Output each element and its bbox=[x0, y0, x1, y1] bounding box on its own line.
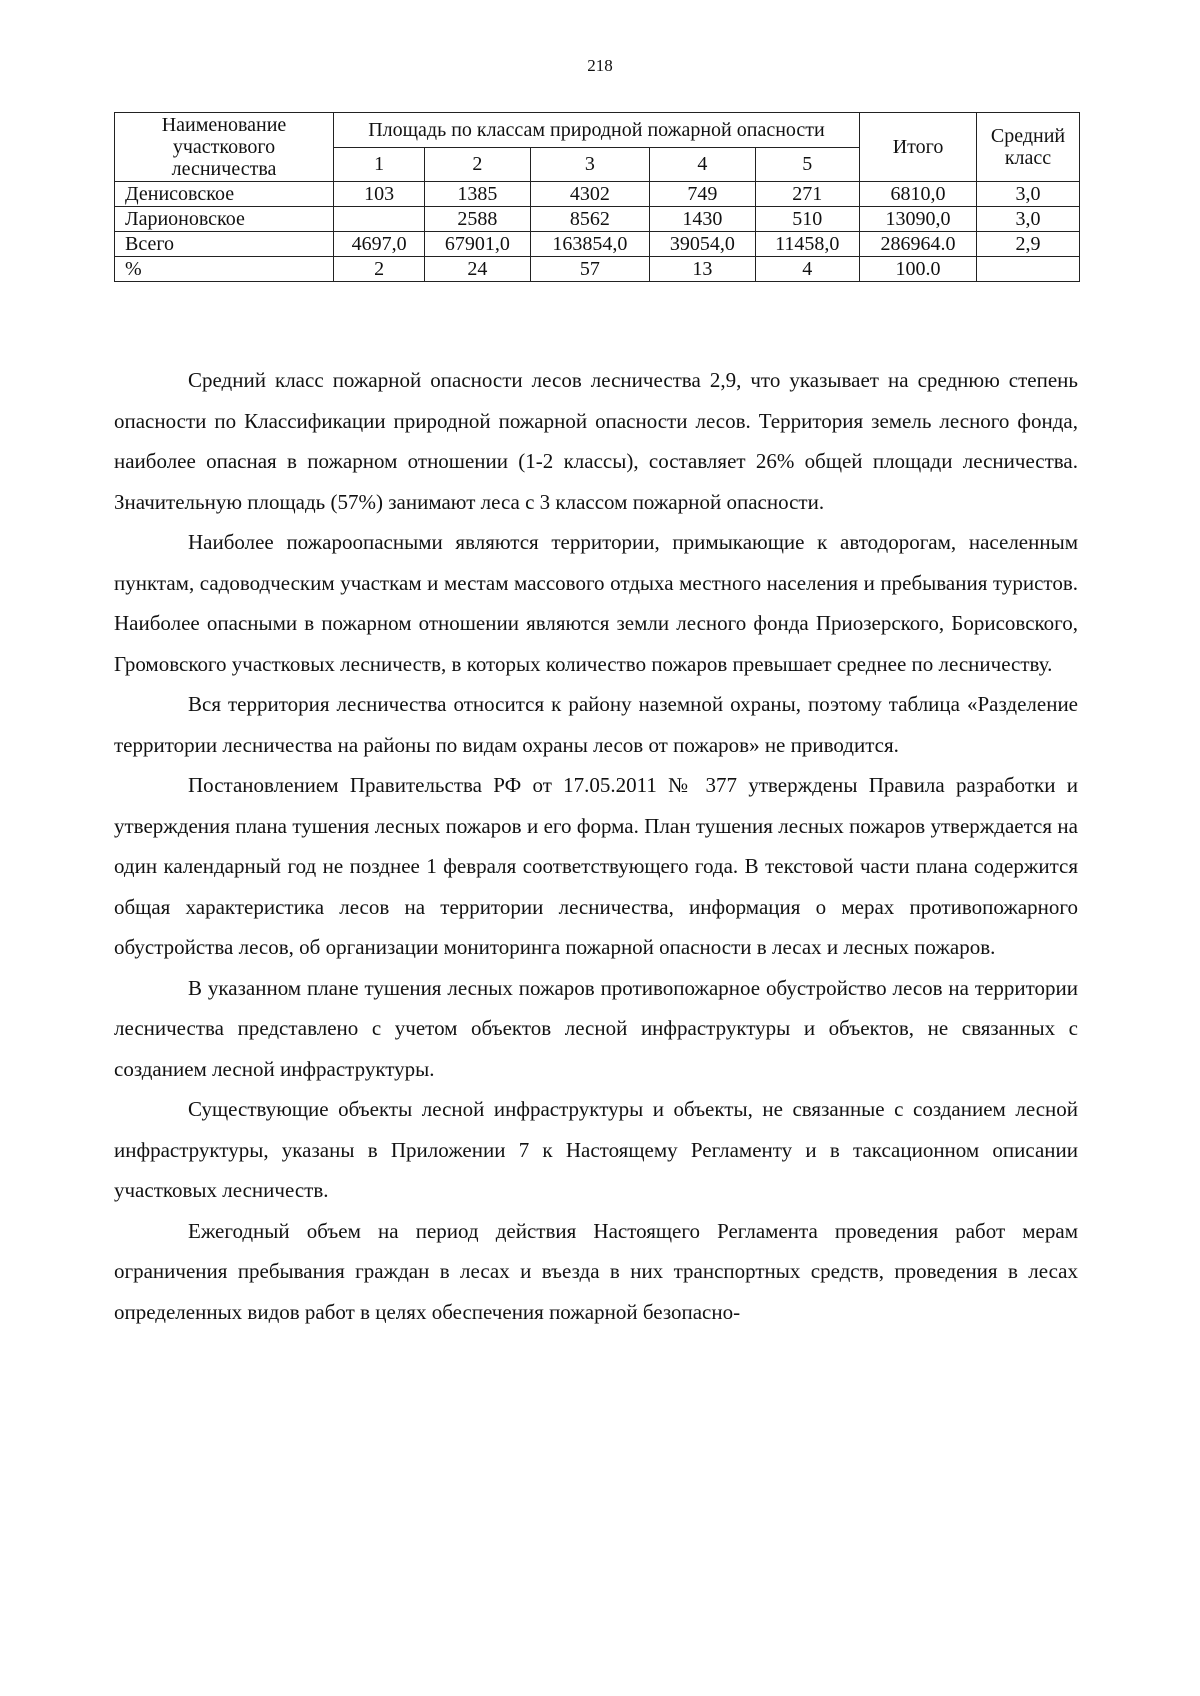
cell-class-5: 510 bbox=[755, 207, 859, 232]
cell-class-4: 13 bbox=[650, 257, 755, 282]
header-area-group: Площадь по классам природной пожарной опасности bbox=[334, 113, 860, 148]
paragraph: Ежегодный объем на период действия Настоящего Регламента проведения работ мерам ограничения пребывания граждан в лесах и въезда в них транспортных средств, проведения в лесах определенных видов работ в целях обеспечения пожарной безопасно- bbox=[114, 1218, 1078, 1324]
cell-class-3: 163854,0 bbox=[530, 232, 650, 257]
header-total: Итого bbox=[860, 113, 977, 182]
cell-avg: 2,9 bbox=[977, 232, 1080, 257]
paragraph: Существующие объекты лесной инфраструктуры и объекты, не связанные с созданием лесной инфраструктуры, указаны в Приложении 7 к Настоящему Регламенту и в таксационном описании участковых лесничеств. bbox=[114, 1097, 1078, 1202]
cell-class-4: 1430 bbox=[650, 207, 755, 232]
header-class-4: 4 bbox=[650, 147, 755, 182]
paragraph: В указанном плане тушения лесных пожаров противопожарное обустройство лесов на территории лесничества представлено с учетом объектов лесной инфраструктуры и объектов, не связанных с созданием лесной инфраструктуры. bbox=[114, 975, 1078, 1081]
header-name: Наименование участкового лесничества bbox=[115, 113, 334, 182]
cell-avg bbox=[977, 257, 1080, 282]
cell-total: 6810,0 bbox=[860, 182, 977, 207]
cell-class-2: 1385 bbox=[425, 182, 530, 207]
cell-name: % bbox=[115, 257, 334, 282]
cell-avg: 3,0 bbox=[977, 207, 1080, 232]
header-class-2: 2 bbox=[425, 147, 530, 182]
paragraph: Средний класс пожарной опасности лесов лесничества 2,9, что указывает на среднюю степень опасности по Классификации природной пожарной опасности лесов. Территория земель лесного фонда, наиболее опасная в пожарном отношении (1-2 классы), составляет 26% общей площади лесничества. Значительную площадь (57%) занимают леса с 3 классом пожарной опасности. bbox=[114, 368, 1078, 514]
cell-class-5: 11458,0 bbox=[755, 232, 859, 257]
page-number: 218 bbox=[587, 56, 613, 75]
cell-class-2: 24 bbox=[425, 257, 530, 282]
cell-class-1: 4697,0 bbox=[334, 232, 425, 257]
paragraph: Вся территория лесничества относится к району наземной охраны, поэтому таблица «Разделение территории лесничества на районы по видам охраны лесов от пожаров» не приводится. bbox=[114, 692, 1078, 757]
cell-class-1: 2 bbox=[334, 257, 425, 282]
body-text bbox=[114, 360, 1078, 1332]
cell-total: 13090,0 bbox=[860, 207, 977, 232]
table-row bbox=[115, 182, 1080, 207]
table-row bbox=[115, 207, 1080, 232]
cell-avg: 3,0 bbox=[977, 182, 1080, 207]
cell-total: 100.0 bbox=[860, 257, 977, 282]
cell-total: 286964.0 bbox=[860, 232, 977, 257]
cell-class-4: 749 bbox=[650, 182, 755, 207]
cell-name: Денисовское bbox=[115, 182, 334, 207]
cell-class-3: 4302 bbox=[530, 182, 650, 207]
cell-name: Ларионовское bbox=[115, 207, 334, 232]
paragraph: Наиболее пожароопасными являются территории, примыкающие к автодорогам, населенным пунктам, садоводческим участкам и местам массового отдыха местного населения и пребывания туристов. Наиболее опасными в пожарном отношении являются земли лесного фонда Приозерского, Борисовского, Громовского участковых лесничеств, в которых количество пожаров превышает среднее по лесничеству. bbox=[114, 530, 1078, 676]
cell-class-1: 103 bbox=[334, 182, 425, 207]
cell-class-3: 57 bbox=[530, 257, 650, 282]
cell-class-4: 39054,0 bbox=[650, 232, 755, 257]
cell-class-2: 2588 bbox=[425, 207, 530, 232]
fire-danger-area-table bbox=[114, 112, 1080, 282]
cell-class-5: 4 bbox=[755, 257, 859, 282]
cell-class-5: 271 bbox=[755, 182, 859, 207]
header-avg-class: Средний класс bbox=[977, 113, 1080, 182]
header-class-5: 5 bbox=[755, 147, 859, 182]
cell-class-1 bbox=[334, 207, 425, 232]
table-row bbox=[115, 232, 1080, 257]
table-row bbox=[115, 257, 1080, 282]
cell-class-2: 67901,0 bbox=[425, 232, 530, 257]
paragraph: Постановлением Правительства РФ от 17.05.2011 № 377 утверждены Правила разработки и утверждения плана тушения лесных пожаров и его форма. План тушения лесных пожаров утверждается на один календарный год не позднее 1 февраля соответствующего года. В текстовой части плана содержится общая характеристика лесов на территории лесничества, информация о мерах противопожарного обустройства лесов, об организации мониторинга пожарной опасности в лесах и лесных пожаров. bbox=[114, 773, 1078, 959]
cell-name: Всего bbox=[115, 232, 334, 257]
header-class-1: 1 bbox=[334, 147, 425, 182]
cell-class-3: 8562 bbox=[530, 207, 650, 232]
header-class-3: 3 bbox=[530, 147, 650, 182]
